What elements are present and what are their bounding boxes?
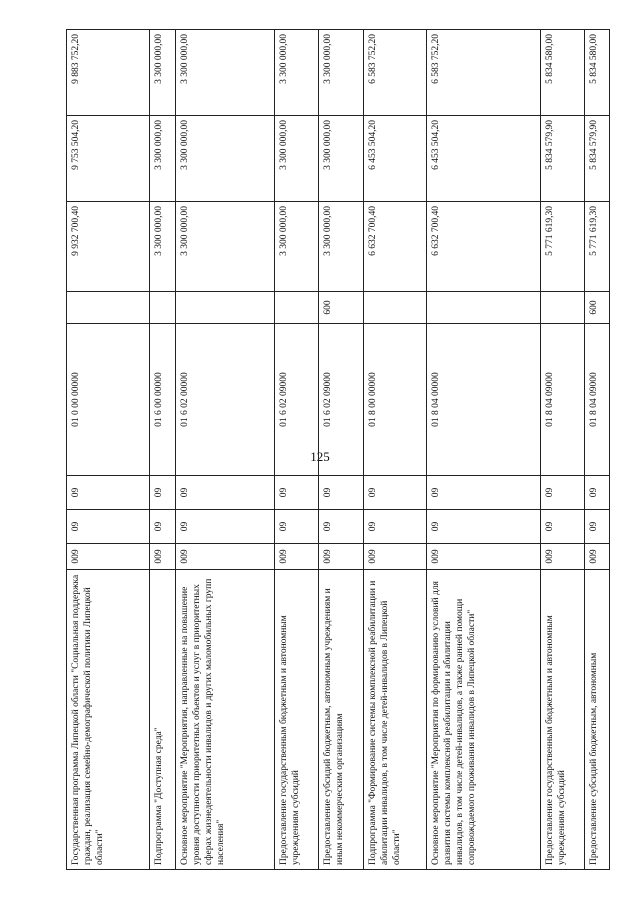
- expense-type-code: [149, 292, 176, 324]
- amount-year-2: 5 834 579,90: [540, 116, 585, 202]
- section-code: 09: [426, 510, 540, 544]
- table-region: [66, 30, 610, 870]
- row-name: Предоставление государственным бюджетным и автономным учреждениям субсидий: [274, 570, 319, 870]
- amount-year-2: 3 300 000,00: [274, 116, 319, 202]
- section-code: 09: [585, 510, 610, 544]
- target-article-code: 01 6 02 09000: [274, 324, 319, 476]
- amount-year-1: 6 632 700,40: [364, 202, 427, 292]
- subsection-code: 09: [585, 476, 610, 510]
- amount-year-3: 3 300 000,00: [176, 30, 274, 116]
- target-article-code: 01 6 02 00000: [176, 324, 274, 476]
- row-name: Предоставление субсидий бюджетным, автономным учреждениям и иным некоммерческим организациям: [319, 570, 364, 870]
- table-row: [426, 30, 540, 870]
- subsection-code: 09: [426, 476, 540, 510]
- budget-table: [66, 29, 610, 870]
- table-row: [540, 30, 585, 870]
- rotated-table-container: [66, 30, 610, 870]
- section-code: 09: [319, 510, 364, 544]
- table-row: [364, 30, 427, 870]
- table-row: [67, 30, 150, 870]
- expense-type-code: [426, 292, 540, 324]
- amount-year-2: 9 753 504,20: [67, 116, 150, 202]
- subsection-code: 09: [176, 476, 274, 510]
- row-name: Подпрограмма "Формирование системы комплексной реабилитации и абилитации инвалидов, в том числе детей-инвалидов в Липецкой области": [364, 570, 427, 870]
- expense-type-code: [364, 292, 427, 324]
- section-code: 09: [540, 510, 585, 544]
- amount-year-3: 9 883 752,20: [67, 30, 150, 116]
- amount-year-2: 3 300 000,00: [176, 116, 274, 202]
- expense-type-code: [540, 292, 585, 324]
- expense-type-code: 600: [585, 292, 610, 324]
- subsection-code: 09: [274, 476, 319, 510]
- section-code: 09: [149, 510, 176, 544]
- target-article-code: 01 0 00 00000: [67, 324, 150, 476]
- admin-code: 009: [149, 544, 176, 570]
- subsection-code: 09: [364, 476, 427, 510]
- row-name: Основное мероприятие "Мероприятия, направленные на повышение уровня доступности приоритетных объектов и услуг в приоритетных сферах жизнедеятельности инвалидов и других маломобильных групп населения": [176, 570, 274, 870]
- amount-year-3: 3 300 000,00: [319, 30, 364, 116]
- amount-year-1: 5 771 619,30: [540, 202, 585, 292]
- admin-code: 009: [540, 544, 585, 570]
- amount-year-3: 3 300 000,00: [149, 30, 176, 116]
- target-article-code: 01 8 04 09000: [585, 324, 610, 476]
- row-name: Основное мероприятие "Мероприятия по формированию условий для развития системы комплексной реабилитации и абилитации инвалидов, в том числе детей-инвалидов, а также ранней помощи сопровождаемого проживания инвалидов в Липецкой области": [426, 570, 540, 870]
- amount-year-2: 6 453 504,20: [426, 116, 540, 202]
- page-number: 125: [310, 449, 330, 464]
- admin-code: 009: [274, 544, 319, 570]
- amount-year-2: 5 834 579,90: [585, 116, 610, 202]
- table-row: [274, 30, 319, 870]
- amount-year-1: 5 771 619,30: [585, 202, 610, 292]
- amount-year-1: 9 932 700,40: [67, 202, 150, 292]
- amount-year-3: 6 583 752,20: [426, 30, 540, 116]
- admin-code: 009: [364, 544, 427, 570]
- subsection-code: 09: [67, 476, 150, 510]
- expense-type-code: [67, 292, 150, 324]
- section-code: 09: [274, 510, 319, 544]
- amount-year-1: 3 300 000,00: [319, 202, 364, 292]
- section-code: 09: [67, 510, 150, 544]
- row-name: Предоставление субсидий бюджетным, автономным: [585, 570, 610, 870]
- expense-type-code: [176, 292, 274, 324]
- admin-code: 009: [426, 544, 540, 570]
- section-code: 09: [176, 510, 274, 544]
- table-row: [319, 30, 364, 870]
- amount-year-2: 3 300 000,00: [319, 116, 364, 202]
- amount-year-1: 3 300 000,00: [176, 202, 274, 292]
- expense-type-code: [274, 292, 319, 324]
- row-name: Государственная программа Липецкой области "Социальная поддержка граждан, реализация семейно-демографической политики Липецкой области": [67, 570, 150, 870]
- subsection-code: 09: [319, 476, 364, 510]
- amount-year-2: 3 300 000,00: [149, 116, 176, 202]
- subsection-code: 09: [540, 476, 585, 510]
- amount-year-1: 6 632 700,40: [426, 202, 540, 292]
- amount-year-3: 5 834 580,00: [585, 30, 610, 116]
- target-article-code: 01 8 04 09000: [540, 324, 585, 476]
- admin-code: 009: [67, 544, 150, 570]
- admin-code: 009: [585, 544, 610, 570]
- target-article-code: 01 8 04 00000: [426, 324, 540, 476]
- table-row: [149, 30, 176, 870]
- amount-year-1: 3 300 000,00: [149, 202, 176, 292]
- target-article-code: 01 6 02 09000: [319, 324, 364, 476]
- amount-year-1: 3 300 000,00: [274, 202, 319, 292]
- amount-year-3: 6 583 752,20: [364, 30, 427, 116]
- target-article-code: 01 8 00 00000: [364, 324, 427, 476]
- section-code: 09: [364, 510, 427, 544]
- amount-year-3: 5 834 580,00: [540, 30, 585, 116]
- admin-code: 009: [319, 544, 364, 570]
- table-row: [585, 30, 610, 870]
- row-name: Подпрограмма "Доступная среда": [149, 570, 176, 870]
- amount-year-2: 6 453 504,20: [364, 116, 427, 202]
- subsection-code: 09: [149, 476, 176, 510]
- admin-code: 009: [176, 544, 274, 570]
- row-name: Предоставление государственным бюджетным и автономным учреждениям субсидий: [540, 570, 585, 870]
- table-row: [176, 30, 274, 870]
- amount-year-3: 3 300 000,00: [274, 30, 319, 116]
- target-article-code: 01 6 00 00000: [149, 324, 176, 476]
- expense-type-code: 600: [319, 292, 364, 324]
